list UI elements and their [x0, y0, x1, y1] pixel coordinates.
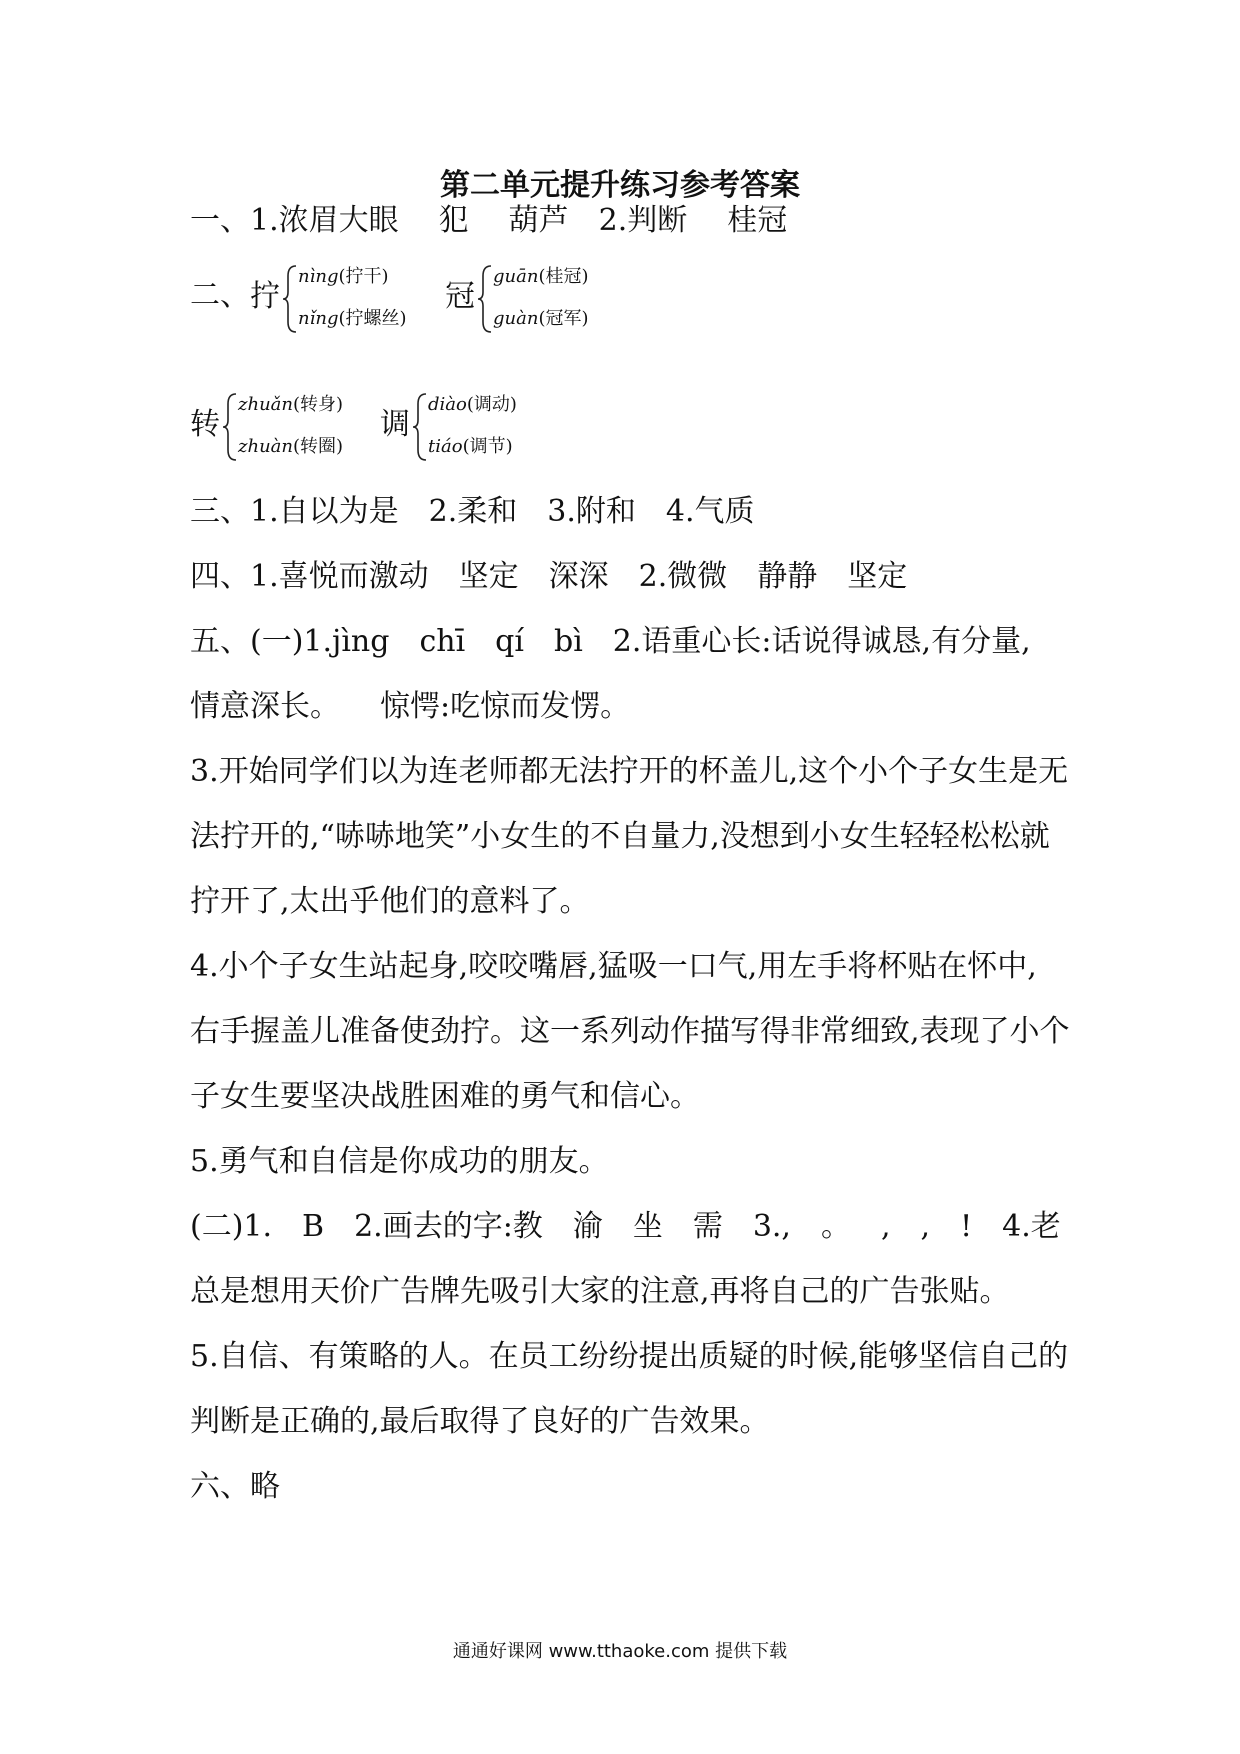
answer-paragraph: 5.自信、有策略的人。在员工纷纷提出质疑的时候,能够坚信自己的 [190, 1339, 1069, 1374]
answer-section-4: 四、1.喜悦而激动 坚定 深深 2.微微 静静 坚定 [190, 559, 908, 594]
answer-paragraph: 法拧开的,“哧哧地笑”小女生的不自量力,没想到小女生轻轻松松就 [190, 819, 1050, 854]
answer-section-3: 三、1.自以为是 2.柔和 3.附和 4.气质 [190, 494, 755, 529]
answer-paragraph: 3.开始同学们以为连老师都无法拧开的杯盖儿,这个小个子女生是无 [190, 754, 1069, 789]
answer-section-5-part-2: (二)1. B 2.画去的字:教 渝 坐 需 3., 。 , , ! 4.老 [190, 1209, 1061, 1244]
polyphone-group: 调 diào(调动) tiáo(调节) [380, 392, 540, 462]
answer-section-1: 一、1.浓眉大眼 犯 葫芦 2.判断 桂冠 [190, 203, 788, 238]
answer-section-5-line-1: 五、(一)1.jìng chī qí bì 2.语重心长:话说得诚恳,有分量, [190, 624, 1031, 659]
brace-icon [282, 264, 298, 334]
answer-paragraph: 拧开了,太出乎他们的意料了。 [190, 884, 590, 919]
brace-icon [477, 264, 493, 334]
answer-paragraph: 右手握盖儿准备使劲拧。这一系列动作描写得非常细致,表现了小个 [190, 1014, 1070, 1049]
answer-paragraph: 判断是正确的,最后取得了良好的广告效果。 [190, 1404, 770, 1439]
answer-section-6: 六、略 [190, 1469, 280, 1504]
polyphone-group: 拧 nìng(拧干) nǐng(拧螺丝) [250, 264, 430, 334]
polyphone-group: 转 zhuǎn(转身) zhuàn(转圈) [190, 392, 370, 462]
answer-paragraph: 子女生要坚决战胜困难的勇气和信心。 [190, 1079, 700, 1114]
answer-section-5-line-2: 情意深长。 惊愕:吃惊而发愣。 [190, 689, 631, 724]
page-title: 第二单元提升练习参考答案 [440, 168, 800, 203]
answer-paragraph: 5.勇气和自信是你成功的朋友。 [190, 1144, 609, 1179]
footer-source: 通通好课网 www.tthaoke.com 提供下载 [452, 1641, 788, 1662]
polyphone-group: 冠 guān(桂冠) guàn(冠军) [445, 264, 605, 334]
answer-section-2-label: 二、 [190, 278, 250, 313]
answer-paragraph: 总是想用天价广告牌先吸引大家的注意,再将自己的广告张贴。 [190, 1274, 1010, 1309]
brace-icon [222, 392, 238, 462]
answer-paragraph: 4.小个子女生站起身,咬咬嘴唇,猛吸一口气,用左手将杯贴在怀中, [190, 949, 1037, 984]
brace-icon [412, 392, 428, 462]
